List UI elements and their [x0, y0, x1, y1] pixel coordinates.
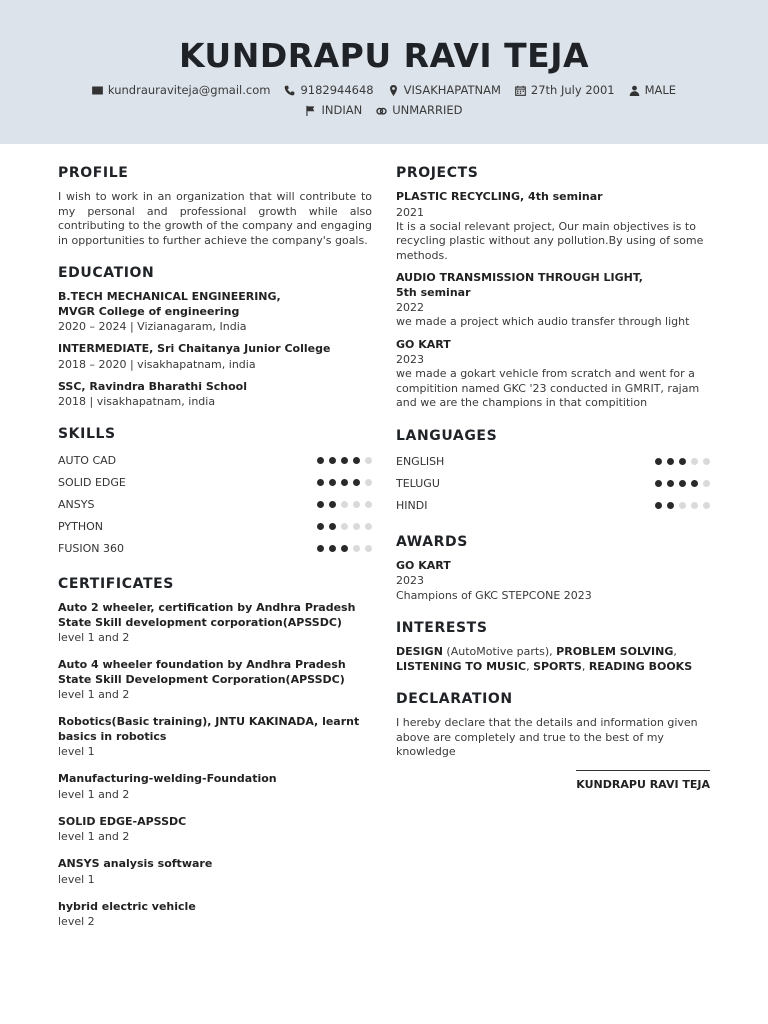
declaration-section [396, 690, 710, 791]
skills-list [58, 449, 372, 559]
rating-dot-empty [365, 501, 372, 508]
rating-dot-filled [353, 457, 360, 464]
contact-row-1 [0, 80, 768, 100]
education-list [58, 290, 372, 409]
skills-name: PYTHON [58, 519, 103, 533]
rating-dot-filled [341, 545, 348, 552]
declaration-text: I hereby declare that the details and information given above are completely and true to the best of my knowledge [396, 716, 698, 758]
certificate-level: level 1 [58, 745, 95, 758]
skills-section [58, 425, 372, 559]
section-title: LANGUAGES [396, 427, 498, 444]
section-title: SKILLS [58, 426, 116, 442]
education-meta: 2018 – 2020 | visakhapatnam, india [58, 357, 256, 371]
rating-dot-empty [365, 457, 372, 464]
education-degree: INTERMEDIATE, Sri Chaitanya Junior College [58, 342, 331, 355]
rating-dot-empty [353, 523, 360, 530]
certificate-level: level 1 and 2 [58, 787, 130, 801]
rating-dot-empty [365, 523, 372, 530]
interest-note: , [581, 659, 589, 673]
rating-dots [655, 502, 710, 509]
rating-dot-filled [317, 501, 324, 508]
interests-text [396, 645, 710, 674]
rating-dot-empty [691, 502, 698, 509]
contact-item [92, 80, 271, 100]
contact-text: INDIAN [321, 103, 363, 117]
section-title: DECLARATION [396, 691, 513, 707]
project-description: we made a project which audio transfer through light [396, 315, 690, 328]
interests-section [396, 619, 710, 674]
project-item [396, 338, 710, 411]
rating-dot-empty [341, 523, 348, 530]
section-title: EDUCATION [58, 265, 155, 281]
rating-dot-filled [329, 479, 336, 486]
rating-dot-filled [329, 545, 336, 552]
certificate-name: ANSYS analysis software [58, 857, 213, 870]
languages-name: HINDI [396, 499, 428, 512]
rating-dots [317, 523, 372, 530]
project-item [396, 190, 710, 263]
contact-item [305, 100, 362, 120]
rating-dot-filled [317, 545, 324, 552]
certificate-item [58, 601, 372, 645]
rating-dot-filled [317, 479, 324, 486]
contact-item [376, 100, 462, 120]
rating-dot-filled [341, 479, 348, 486]
rating-dot-empty [341, 501, 348, 508]
rating-dots [317, 457, 372, 464]
certificate-item [58, 658, 372, 702]
certificate-name: Manufacturing-welding-Foundation [58, 772, 277, 785]
skills-name: AUTO CAD [58, 453, 117, 467]
education-section [58, 264, 372, 409]
project-year: 2021 [396, 205, 424, 219]
certificate-name: Auto 2 wheeler, certification by Andhra Pradesh State Skill development corporation(APSSDC) [58, 601, 356, 629]
person-icon [629, 85, 640, 96]
certificate-level: level 1 and 2 [58, 688, 130, 701]
rating-dots [317, 479, 372, 486]
certificate-item [58, 715, 372, 759]
section-title: AWARDS [396, 533, 468, 550]
contact-text: VISAKHAPATNAM [403, 83, 501, 97]
contact-text: kundrauraviteja@gmail.com [107, 83, 271, 97]
rating-dot-empty [703, 458, 710, 465]
calendar-icon [515, 85, 526, 96]
resume-body [0, 144, 768, 945]
project-item [396, 271, 710, 330]
certificate-name: hybrid electric vehicle [58, 899, 196, 913]
education-item [58, 380, 372, 410]
languages-item [396, 473, 710, 495]
skills-item [58, 449, 372, 471]
skills-name: ANSYS [58, 497, 95, 511]
rating-dots [317, 501, 372, 508]
award-description: Champions of GKC STEPCONE 2023 [396, 589, 592, 602]
languages-item [396, 451, 710, 473]
rating-dot-empty [353, 501, 360, 508]
education-meta: 2020 – 2024 | Vizianagaram, India [58, 320, 247, 333]
rating-dot-empty [365, 545, 372, 552]
contact-text: 27th July 2001 [530, 83, 615, 97]
project-description: we made a gokart vehicle from scratch and went for a compitition named GKC '23 conducted in GMRIT, rajam and we are the champions in that compitition [396, 367, 700, 409]
interest-note: , [526, 659, 534, 673]
rating-dot-empty [691, 458, 698, 465]
certificates-section [58, 575, 372, 929]
section-title: CERTIFICATES [58, 576, 174, 592]
contact-item [388, 80, 501, 100]
contact-item [284, 80, 373, 100]
certificate-item [58, 772, 372, 802]
awards-list [396, 559, 710, 604]
contact-row-2 [0, 100, 768, 120]
projects-section [396, 164, 710, 411]
contact-item [629, 80, 676, 100]
certificate-item [58, 815, 372, 845]
education-degree: SSC, Ravindra Bharathi School [58, 379, 247, 393]
certificate-level: level 1 and 2 [58, 830, 130, 843]
award-year: 2023 [396, 574, 424, 587]
award-name: GO KART [396, 558, 451, 572]
candidate-name: KUNDRAPU RAVI TEJA [178, 36, 590, 75]
skills-item [58, 471, 372, 493]
education-degree: B.TECH MECHANICAL ENGINEERING, [58, 290, 281, 303]
rating-dots [655, 480, 710, 487]
contact-text: MALE [644, 83, 677, 97]
languages-section [396, 427, 710, 517]
right-column [396, 144, 710, 945]
contact-item [515, 80, 615, 100]
education-meta: 2018 | visakhapatnam, india [58, 395, 216, 408]
rating-dot-empty [703, 502, 710, 509]
awards-section [396, 533, 710, 604]
envelope-icon [92, 85, 103, 96]
skills-item [58, 537, 372, 559]
rating-dot-filled [691, 480, 698, 487]
education-item [58, 342, 372, 372]
project-title: PLASTIC RECYCLING, 4th seminar [396, 190, 603, 203]
rating-dot-filled [667, 502, 674, 509]
profile-section [58, 164, 372, 248]
rating-dot-filled [667, 458, 674, 465]
rating-dot-filled [329, 523, 336, 530]
skills-item [58, 515, 372, 537]
certificate-name: SOLID EDGE-APSSDC [58, 814, 187, 828]
rating-dot-empty [679, 502, 686, 509]
project-year: 2022 [396, 301, 424, 314]
flag-icon [305, 105, 316, 116]
project-description: It is a social relevant project, Our main objectives is to recycling plastic without any pollution.By using of some methods. [396, 219, 704, 262]
languages-list [396, 451, 710, 517]
languages-item [396, 495, 710, 517]
rating-dots [317, 545, 372, 552]
section-title: PROFILE [58, 165, 129, 181]
rating-dot-empty [353, 545, 360, 552]
education-item [58, 290, 372, 334]
certificate-level: level 1 and 2 [58, 631, 130, 644]
project-title: GO KART [396, 337, 451, 351]
skills-item [58, 493, 372, 515]
rating-dot-filled [679, 458, 686, 465]
certificate-level: level 2 [58, 915, 95, 928]
rating-dot-filled [667, 480, 674, 487]
interest-name: PROBLEM SOLVING [556, 645, 674, 658]
rating-dot-filled [655, 480, 662, 487]
certificate-name: Auto 4 wheeler foundation by Andhra Pradesh State Skill Development Corporation(APSSDC) [58, 658, 346, 686]
skills-name: SOLID EDGE [58, 475, 126, 489]
interest-name: SPORTS [533, 659, 582, 673]
contact-text: 9182944648 [300, 83, 374, 97]
section-title: PROJECTS [396, 165, 479, 181]
rating-dot-filled [329, 501, 336, 508]
certificates-list [58, 601, 372, 929]
contact-text: UNMARRIED [392, 103, 463, 117]
interest-note: , [673, 645, 677, 658]
projects-list [396, 190, 710, 411]
rating-dot-empty [703, 480, 710, 487]
certificate-level: level 1 [58, 872, 95, 886]
rings-icon [376, 105, 387, 116]
rating-dot-empty [365, 479, 372, 486]
left-column [58, 144, 372, 945]
interest-note: (AutoMotive parts), [442, 645, 557, 658]
phone-icon [284, 85, 295, 96]
project-title: AUDIO TRANSMISSION THROUGH LIGHT, 5th seminar [396, 271, 643, 299]
certificate-item [58, 900, 372, 930]
signature-name: KUNDRAPU RAVI TEJA [576, 770, 710, 791]
interest-name: DESIGN [396, 645, 443, 658]
rating-dot-filled [317, 457, 324, 464]
project-year: 2023 [396, 353, 424, 366]
rating-dot-filled [341, 457, 348, 464]
location-pin-icon [388, 85, 399, 96]
certificate-name: Robotics(Basic training), JNTU KAKINADA, learnt basics in robotics [58, 715, 360, 743]
rating-dot-filled [679, 480, 686, 487]
section-title: INTERESTS [396, 620, 488, 636]
interest-name: READING BOOKS [588, 659, 693, 673]
languages-name: ENGLISH [396, 455, 445, 468]
certificate-item [58, 857, 372, 887]
rating-dot-filled [353, 479, 360, 486]
education-school: MVGR College of engineering [58, 304, 240, 318]
skills-name: FUSION 360 [58, 541, 124, 555]
languages-name: TELUGU [396, 477, 440, 490]
interest-name: LISTENING TO MUSIC [396, 659, 527, 673]
rating-dot-filled [655, 458, 662, 465]
rating-dot-filled [655, 502, 662, 509]
rating-dot-filled [317, 523, 324, 530]
rating-dots [655, 458, 710, 465]
profile-text: I wish to work in an organization that will contribute to my personal and professional growth while also contributing to the growth of the company and engaging in opportunities to further achieve the company's goals. [58, 190, 372, 247]
rating-dot-filled [329, 457, 336, 464]
contact-info [0, 80, 768, 120]
signature-block [396, 770, 710, 791]
award-item [396, 559, 710, 604]
resume-header [0, 0, 768, 144]
